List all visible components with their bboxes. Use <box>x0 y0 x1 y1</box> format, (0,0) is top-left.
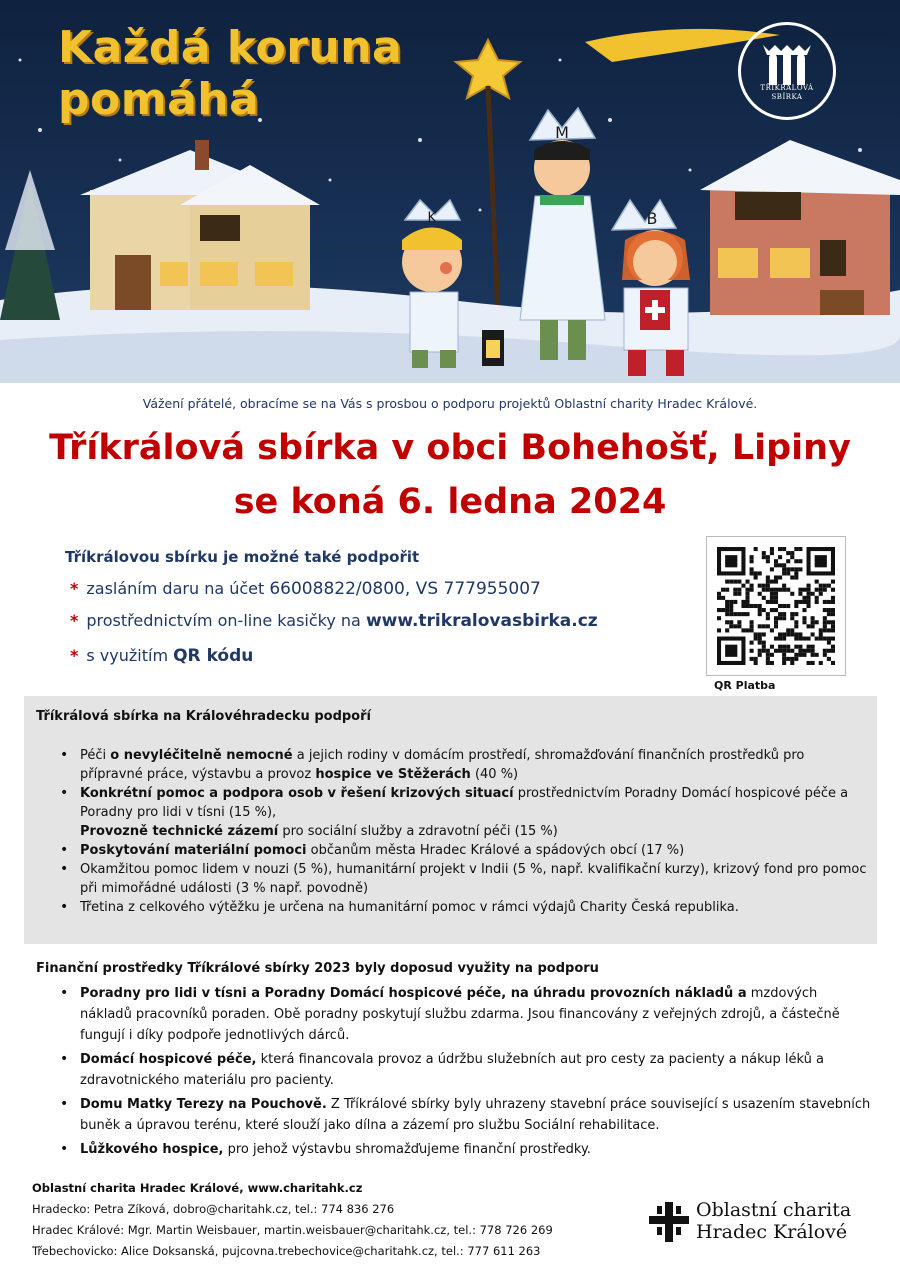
list-item-text: pro sociální služby a zdravotní péči (15 %) <box>278 824 558 839</box>
footer-organization: Oblastní charita Hradec Králové, www.charitahk.cz <box>32 1181 363 1195</box>
region-support-list <box>58 746 868 917</box>
list-item-strong: Lůžkového hospice, <box>80 1142 224 1157</box>
contact-footer <box>32 1178 553 1262</box>
trikralova-sbirka-logo <box>738 22 836 120</box>
list-item-strong: o nevyléčitelně nemocné <box>110 748 293 763</box>
asterisk-bullet: * <box>70 579 79 598</box>
charity-logo-text <box>696 1199 851 1243</box>
list-item-text: která financovala provoz a údržbu služebních aut pro cesty za pacienty a nákup léků a zdravotnického materiálu pro pacienty. <box>80 1052 824 1088</box>
support-item-bank-account <box>70 579 541 599</box>
list-item-text: (40 %) <box>470 767 519 782</box>
support-item-text: s využitím <box>86 646 174 665</box>
page-title-line1: Tříkrálová sbírka v obci Bohehošť, Lipiny <box>49 428 851 468</box>
list-item-strong: Domácí hospicové péče, <box>80 1052 257 1067</box>
charity-logo-line1: Oblastní charita <box>696 1199 852 1221</box>
list-item-strong: Domu Matky Terezy na Pouchově. <box>80 1097 327 1112</box>
bank-account-number: 66008822/0800, VS 777955007 <box>269 579 541 599</box>
banner-slogan-line1: Každá koruna <box>58 22 403 73</box>
crown-letter-k: K <box>427 210 437 226</box>
funds-usage-title: Finanční prostředky Tříkrálové sbírky 2023 byly doposud využity na podporu <box>36 961 599 976</box>
footer-contact-hradecko: Hradecko: Petra Zíková, dobro@charitahk.cz, tel.: 774 836 276 <box>32 1202 395 1216</box>
support-item-qr <box>70 646 253 666</box>
support-title: Tříkrálovou sbírku je možné také podpořit <box>65 548 420 566</box>
list-item-strong: Poskytování materiální pomoci <box>80 843 307 858</box>
crown-letter-b: B <box>646 209 658 228</box>
page-title-line2: se koná 6. ledna 2024 <box>233 482 667 522</box>
banner-slogan-line2: pomáhá <box>58 74 260 125</box>
support-item-online <box>70 611 598 631</box>
footer-contact-hradec-kralove: Hradec Králové: Mgr. Martin Weisbauer, martin.weisbauer@charitahk.cz, tel.: 778 726 269 <box>32 1223 553 1237</box>
list-item-text: mzdových nákladů pracovníků poraden. Obě poradny poskytují službu zdarma. Jsou financovány z veřejných zdrojů, a částečně fungují i díky podpoře jednotlivých dárců. <box>80 986 840 1043</box>
intro-text: Vážení přátelé, obracíme se na Vás s prosbou o podporu projektů Oblastní charity Hradec Králové. <box>142 396 758 411</box>
three-kings-crown-icon <box>741 25 833 117</box>
asterisk-bullet: * <box>70 646 79 665</box>
badge-caption: TŘÍKRÁLOVÁ SBÍRKA <box>760 84 814 101</box>
qr-code-frame <box>706 536 846 676</box>
footer-contact-trebechovicko: Třebechovicko: Alice Doksanská, pujcovna.trebechovice@charitahk.cz, tel.: 777 611 263 <box>32 1244 541 1258</box>
list-item-text: prostřednictvím Poradny Domácí hospicové péče a Poradny pro lidi v tísni (15 %), <box>80 786 849 820</box>
list-item <box>58 1049 873 1091</box>
page-title <box>0 421 900 529</box>
list-item <box>58 983 873 1046</box>
list-item <box>58 898 868 917</box>
list-item-text: Okamžitou pomoc lidem v nouzi (5 %), humanitární projekt v Indii (5 %, např. kvalifikační kurzy), krizový fond pro pomoc při mimořádné události (3 % např. povodně) <box>80 862 867 896</box>
list-item-text: Péči <box>80 748 111 763</box>
support-item-text: prostřednictvím on-line kasičky na <box>86 611 366 630</box>
list-item-strong: hospice ve Stěžerách <box>315 767 471 782</box>
region-support-title: Tříkrálová sbírka na Královéhradecku podpoří <box>36 709 371 724</box>
list-item-text: Z Tříkrálové sbírky byly uhrazeny stavební práce související s usazením stavebních buněk a úpravou terénu, které slouží jako dílna a zázemí pro službu Sociální rehabilitace. <box>80 1097 871 1133</box>
website-link[interactable]: www.trikralovasbirka.cz <box>365 611 598 631</box>
qr-code-label: QR kódu <box>173 646 254 666</box>
list-item <box>58 1139 873 1160</box>
list-item <box>58 746 868 784</box>
list-item <box>58 841 868 860</box>
list-item-text: Třetina z celkového výtěžku je určena na humanitární pomoc v rámci výdajů Charity Česká republika. <box>80 900 739 915</box>
list-item-strong: Konkrétní pomoc a podpora osob v řešení krizových situací <box>80 786 514 801</box>
list-item-text: občanům města Hradec Králové a spádových obcí (17 %) <box>306 843 685 858</box>
list-item <box>58 1094 873 1136</box>
qr-caption: QR Platba <box>714 679 776 692</box>
charity-logo-line2: Hradec Králové <box>696 1221 848 1243</box>
banner-slogan <box>58 22 402 126</box>
list-item-text: pro jehož výstavbu shromažďujeme finanční prostředky. <box>223 1142 591 1157</box>
charity-cross-icon <box>648 1200 690 1244</box>
funds-usage-list <box>58 983 873 1163</box>
list-item-strong: Poradny pro lidi v tísni a Poradny Domácí hospicové péče, na úhradu provozních nákladů a <box>80 986 747 1001</box>
list-item <box>58 860 868 898</box>
list-item-text: a jejich rodiny v domácím prostředí, shromažďování finančních prostředků pro přípravné práce, výstavbu a provoz <box>80 748 805 782</box>
crown-letter-m: M <box>555 123 569 142</box>
support-item-text: zasláním daru na účet <box>86 579 270 598</box>
list-item-strong: Provozně technické zázemí <box>80 824 279 839</box>
list-item <box>58 784 868 841</box>
qr-code-icon <box>717 547 835 665</box>
asterisk-bullet: * <box>70 611 79 630</box>
